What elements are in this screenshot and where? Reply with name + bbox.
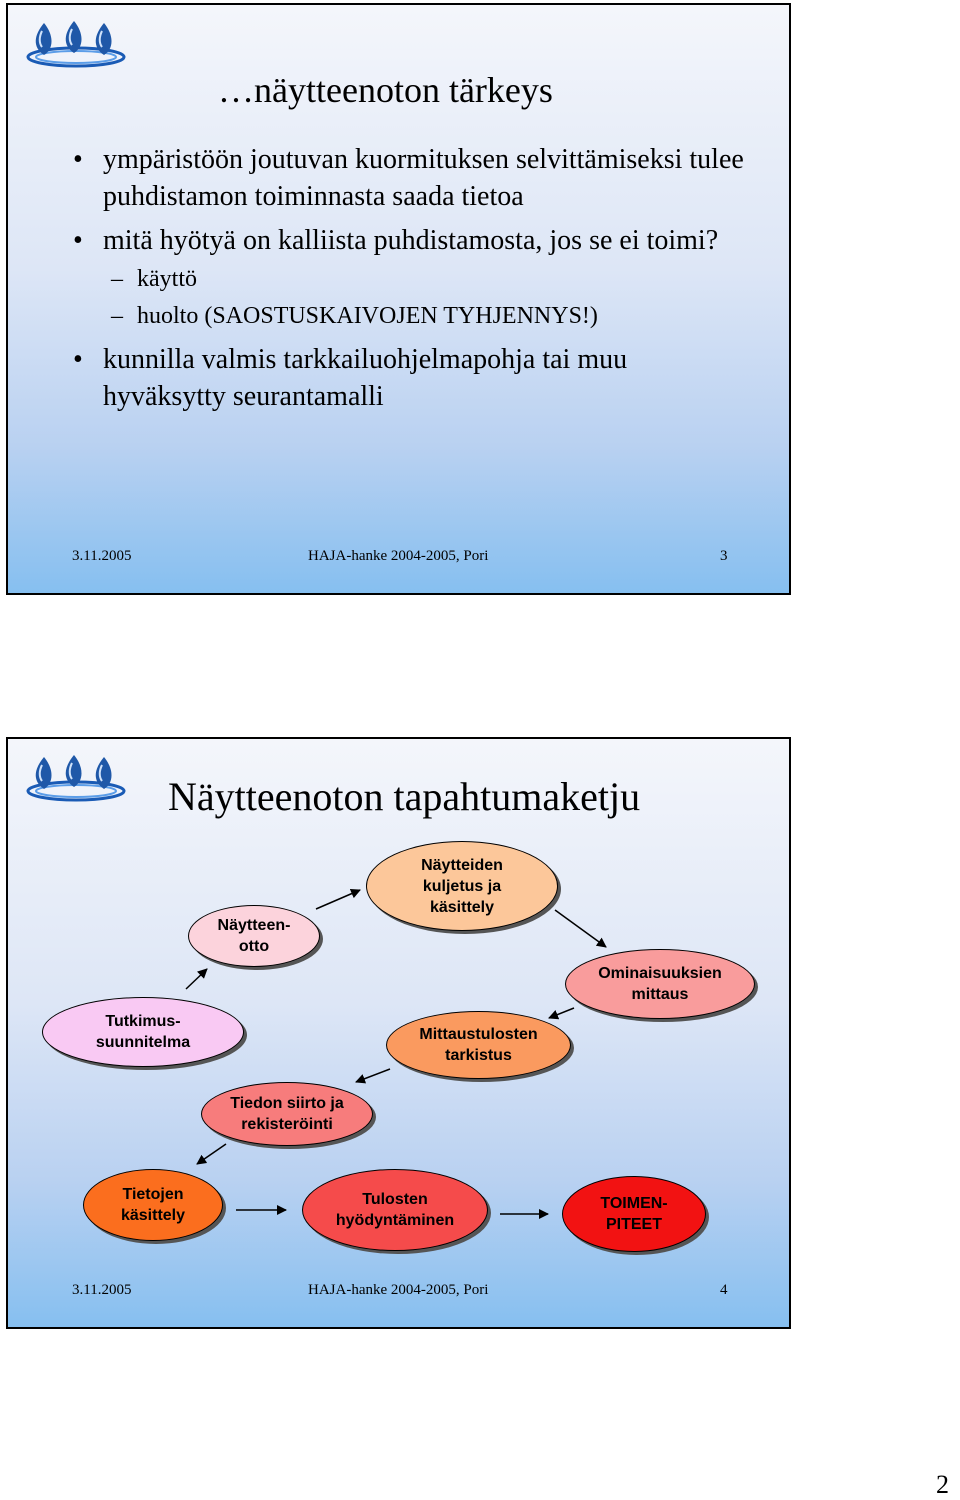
node-kuljetus: Näytteiden kuljetus ja käsittely (366, 841, 558, 931)
arrow-6 (197, 1144, 226, 1164)
slide-4 (6, 737, 791, 1329)
node-mittaustulosten-tarkistus: Mittaustulosten tarkistus (386, 1011, 571, 1079)
node-ominaisuuksien-mittaus: Ominaisuuksien mittaus (565, 949, 755, 1019)
node-naytteenotto: Näytteen- otto (188, 905, 320, 967)
arrow-2 (316, 890, 360, 909)
slide-footer (8, 1282, 789, 1302)
slide-3 (6, 3, 791, 595)
page-number: 2 (936, 1470, 949, 1499)
water-drops-logo (26, 17, 128, 69)
bullet-list (73, 141, 753, 422)
arrow-1 (186, 969, 207, 989)
slide-footer (8, 548, 789, 568)
slide-title: …näytteenoton tärkeys (218, 70, 553, 110)
footer-date: 3.11.2005 (72, 1282, 132, 1298)
node-tietojen-kasittely: Tietojen käsittely (83, 1169, 223, 1241)
node-tiedon-siirto: Tiedon siirto ja rekisteröinti (201, 1082, 373, 1146)
node-tulosten-hyodyntaminen: Tulosten hyödyntäminen (302, 1169, 488, 1251)
sub-bullet-item: – käyttö (73, 261, 753, 298)
footer-project: HAJA-hanke 2004-2005, Pori (308, 1282, 489, 1298)
arrow-5 (356, 1069, 390, 1082)
node-tutkimussuunnitelma: Tutkimus- suunnitelma (42, 997, 244, 1067)
footer-slide-number: 3 (720, 548, 728, 564)
bullet-item: • kunnilla valmis tarkkailuohjelmapohja tai muu hyväksytty seurantamalli (73, 341, 753, 415)
bullet-item: • ympäristöön joutuvan kuormituksen selvittämiseksi tulee puhdistamon toiminnasta saada tietoa (73, 141, 753, 215)
sub-bullet-item: – huolto (SAOSTUSKAIVOJEN TYHJENNYS!) (73, 298, 753, 335)
arrow-4 (549, 1008, 574, 1018)
bullet-item: • mitä hyötyä on kalliista puhdistamosta, jos se ei toimi? (73, 222, 753, 259)
arrow-3 (555, 910, 606, 947)
footer-date: 3.11.2005 (72, 548, 132, 564)
node-toimenpiteet: TOIMEN- PITEET (562, 1176, 706, 1252)
slide-title: Näytteenoton tapahtumaketju (168, 774, 641, 819)
footer-project: HAJA-hanke 2004-2005, Pori (308, 548, 489, 564)
footer-slide-number: 4 (720, 1282, 728, 1298)
